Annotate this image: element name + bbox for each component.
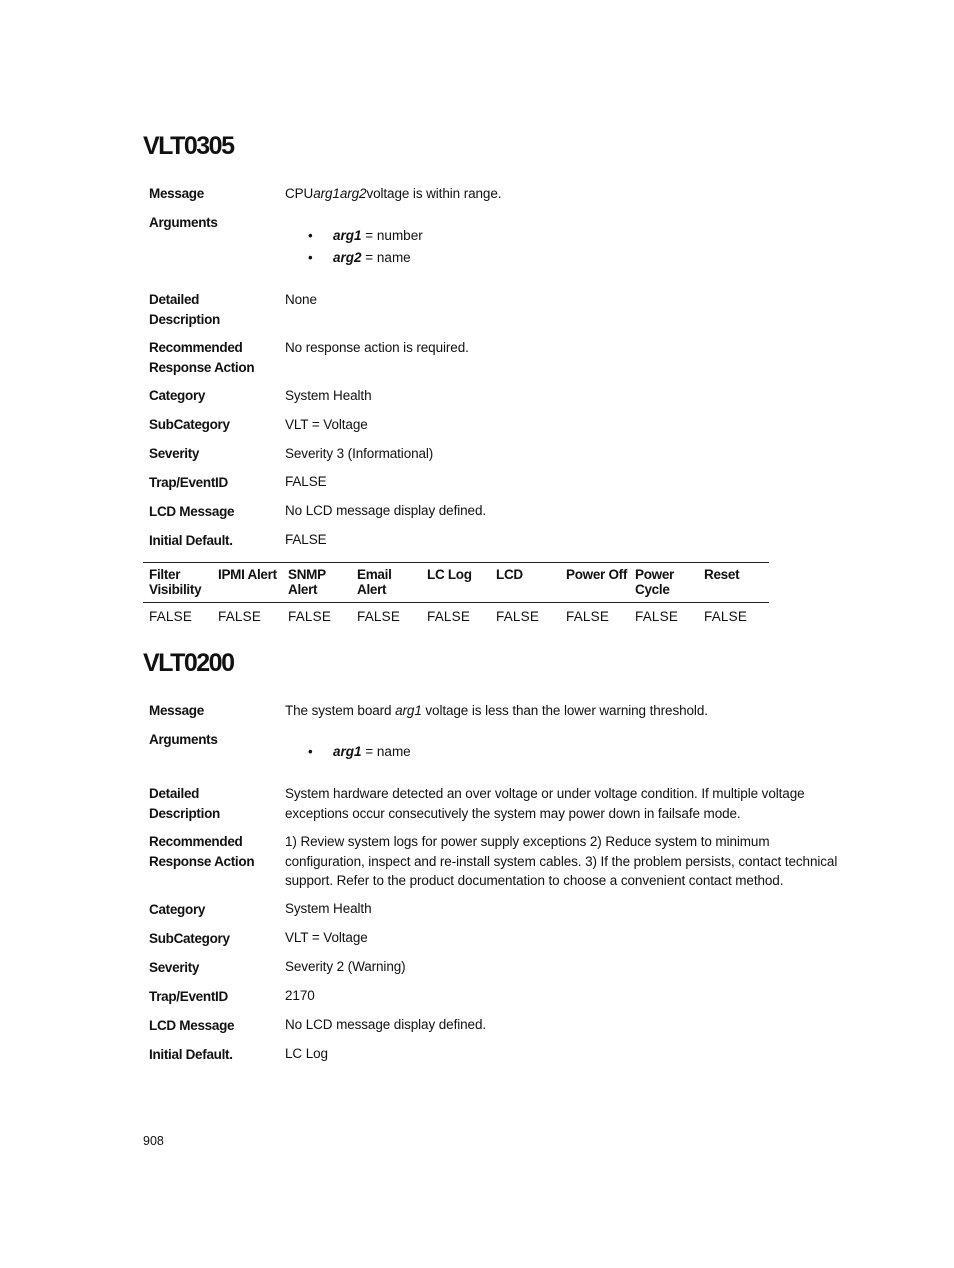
value-severity: Severity 3 (Informational) bbox=[285, 446, 434, 461]
label-severity: Severity bbox=[149, 446, 200, 461]
table-header-ipmi-alert: IPMI Alert bbox=[218, 567, 277, 582]
bullet-icon: • bbox=[308, 744, 313, 759]
table-header-email-alert: Email Alert bbox=[357, 567, 392, 597]
label-message: Message bbox=[149, 186, 204, 201]
label-initial-default: Initial Default. bbox=[149, 1047, 233, 1062]
table-cell: FALSE bbox=[357, 609, 401, 624]
label-detailed-description: Detailed Description bbox=[149, 292, 220, 327]
value-initial-default: FALSE bbox=[285, 532, 327, 547]
table-header-lcd: LCD bbox=[496, 567, 523, 582]
value-trap-event-id: 2170 bbox=[285, 988, 315, 1003]
section-title-vlt0305: VLT0305 bbox=[143, 132, 234, 160]
table-cell: FALSE bbox=[704, 609, 748, 624]
table-cell: FALSE bbox=[218, 609, 262, 624]
label-arguments: Arguments bbox=[149, 732, 218, 747]
label-trap-event-id: Trap/EventID bbox=[149, 989, 228, 1004]
argument-item: arg1 = number bbox=[333, 228, 423, 243]
value-recommended-action: 1) Review system logs for power supply exceptions 2) Reduce system to minimum configuration, inspect and re-install system cables. 3) If the problem persists, contact technical support. Refer to the product documentation to choose a convenient contact method. bbox=[285, 834, 838, 888]
table-cell: FALSE bbox=[566, 609, 610, 624]
table-header-power-cycle: Power Cycle bbox=[635, 567, 675, 597]
label-severity: Severity bbox=[149, 960, 200, 975]
value-initial-default: LC Log bbox=[285, 1046, 328, 1061]
label-subcategory: SubCategory bbox=[149, 931, 230, 946]
section-title-vlt0200: VLT0200 bbox=[143, 649, 234, 677]
table-cell: FALSE bbox=[149, 609, 193, 624]
value-category: System Health bbox=[285, 901, 372, 916]
value-recommended-action: No response action is required. bbox=[285, 340, 469, 355]
value-detailed-description: None bbox=[285, 292, 317, 307]
label-recommended-action: Recommended Response Action bbox=[149, 340, 255, 375]
label-lcd-message: LCD Message bbox=[149, 504, 235, 519]
label-lcd-message: LCD Message bbox=[149, 1018, 235, 1033]
table-header-rule bbox=[143, 602, 769, 603]
label-trap-event-id: Trap/EventID bbox=[149, 475, 228, 490]
label-message: Message bbox=[149, 703, 204, 718]
value-subcategory: VLT = Voltage bbox=[285, 930, 368, 945]
value-lcd-message: No LCD message display defined. bbox=[285, 1017, 487, 1032]
label-arguments: Arguments bbox=[149, 215, 218, 230]
argument-item: arg1 = name bbox=[333, 744, 411, 759]
table-header-filter-visibility: Filter Visibility bbox=[149, 567, 202, 597]
label-category: Category bbox=[149, 902, 206, 917]
value-detailed-description: System hardware detected an over voltage or under voltage condition. If multiple voltage exceptions occur consecutively the system may power down in failsafe mode. bbox=[285, 786, 805, 821]
message-arg1: arg1 bbox=[313, 186, 340, 201]
value-message: The system board arg1 voltage is less than the lower warning threshold. bbox=[285, 703, 708, 718]
table-header-power-off: Power Off bbox=[566, 567, 628, 582]
table-cell: FALSE bbox=[496, 609, 540, 624]
value-category: System Health bbox=[285, 388, 372, 403]
argument-item: arg2 = name bbox=[333, 250, 411, 265]
value-severity: Severity 2 (Warning) bbox=[285, 959, 406, 974]
message-arg2: arg2 bbox=[339, 186, 367, 201]
table-cell: FALSE bbox=[288, 609, 332, 624]
label-initial-default: Initial Default. bbox=[149, 533, 233, 548]
label-subcategory: SubCategory bbox=[149, 417, 230, 432]
bullet-icon: • bbox=[308, 250, 313, 265]
label-category: Category bbox=[149, 388, 206, 403]
value-subcategory: VLT = Voltage bbox=[285, 417, 368, 432]
table-header-snmp-alert: SNMP Alert bbox=[288, 567, 326, 597]
table-top-rule bbox=[143, 562, 769, 563]
label-detailed-description: Detailed Description bbox=[149, 786, 220, 821]
table-cell: FALSE bbox=[635, 609, 679, 624]
table-header-reset: Reset bbox=[704, 567, 740, 582]
table-header-lc-log: LC Log bbox=[427, 567, 472, 582]
page-number: 908 bbox=[143, 1134, 164, 1148]
value-trap-event-id: FALSE bbox=[285, 474, 327, 489]
value-lcd-message: No LCD message display defined. bbox=[285, 503, 487, 518]
value-message: CPUarg1arg2voltage is within range. bbox=[285, 186, 502, 201]
table-cell: FALSE bbox=[427, 609, 471, 624]
message-arg1: arg1 bbox=[395, 703, 422, 718]
label-recommended-action: Recommended Response Action bbox=[149, 834, 255, 869]
bullet-icon: • bbox=[308, 228, 313, 243]
